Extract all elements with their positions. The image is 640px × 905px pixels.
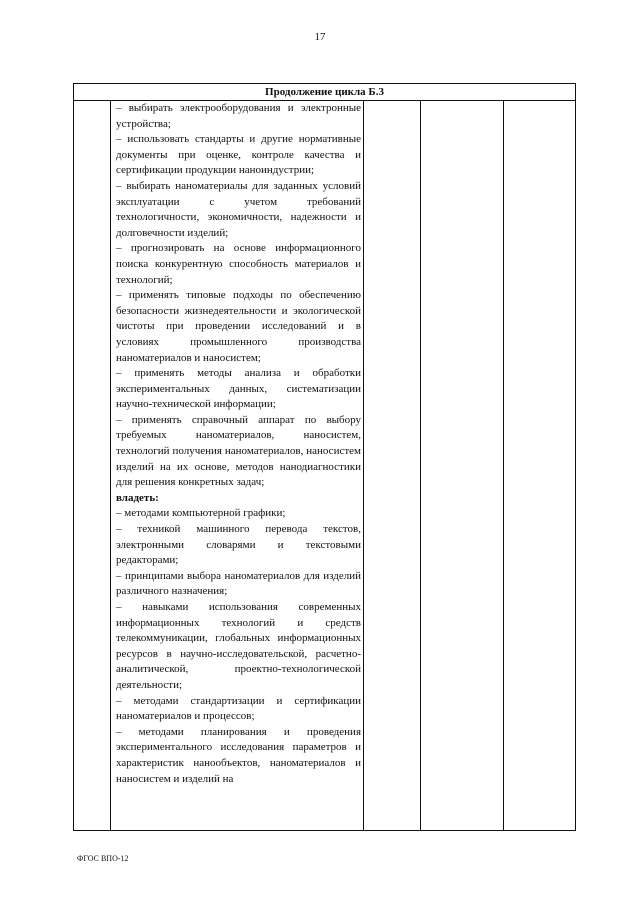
curriculum-table [73, 83, 576, 831]
list-item: – применять методы анализа и обработки экспериментальных данных, систематизации научно-технической информации; [116, 367, 361, 411]
list-item: – использовать стандарты и другие нормативные документы при оценке, контроле качества и сертификации продукции наноиндустрии; [116, 133, 361, 177]
footer-code: ФГОС ВПО-12 [77, 854, 129, 863]
list-item: – принципами выбора наноматериалов для изделий различного назначения; [116, 569, 361, 598]
column-divider [503, 101, 504, 830]
table-header: Продолжение цикла Б.3 [74, 84, 575, 101]
section-heading: владеть: [116, 491, 159, 504]
list-item: – применять справочный аппарат по выбору требуемых наноматериалов, наносистем, технологий получения наноматериалов, наносистем изделий на их основе, методов нанодиагностики для решения конкретных задач; [116, 413, 361, 489]
list-item: – навыками использования современных информационных технологий и средств телекоммуникации, глобальных информационных ресурсов в научно-исследовательской, расчетно-аналитической, проектно-технологической деятельности; [116, 601, 361, 691]
column-divider [363, 101, 364, 830]
column-divider [110, 101, 111, 830]
column-divider [420, 101, 421, 830]
list-item: – прогнозировать на основе информационного поиска конкурентную способность материалов и технологий; [116, 242, 361, 286]
list-item: – техникой машинного перевода текстов, электронными словарями и текстовыми редакторами; [116, 523, 361, 567]
competencies-cell [116, 101, 361, 787]
list-item: – выбирать электрооборудования и электронные устройства; [116, 102, 361, 130]
list-item: – выбирать наноматериалы для заданных условий эксплуатации с учетом требований технологичности, экономичности, надежности и долговечности изделий; [116, 179, 361, 239]
list-item: – методами стандартизации и сертификации наноматериалов и процессов; [116, 694, 361, 723]
list-item: – методами компьютерной графики; [116, 507, 286, 520]
page-number: 17 [314, 31, 326, 43]
list-item: – методами планирования и проведения экспериментального исследования параметров и характеристик нанообъектов, наноматериалов и наносистем и изделий на [116, 725, 361, 785]
list-item: – применять типовые подходы по обеспечению безопасности жизнедеятельности и экологической чистоты при проведении исследований и в условиях промышленного производства наноматериалов и наносистем; [116, 289, 361, 364]
